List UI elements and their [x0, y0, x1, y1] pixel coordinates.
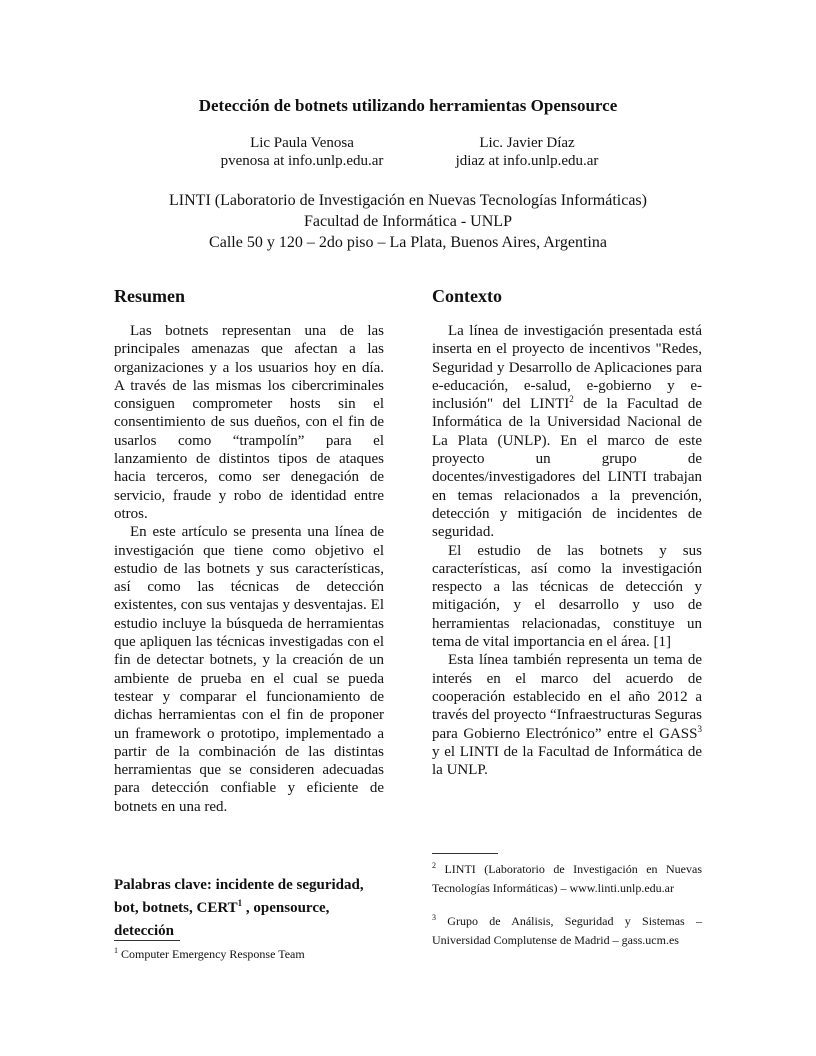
footnote-divider — [114, 940, 180, 941]
author-block-diaz — [432, 134, 622, 170]
resumen-paragraph: En este artículo se presenta una línea de investigación que tiene como objetivo el estudio de las botnets y sus características, así como las técnicas de detección existentes, con sus ventajas y desventajas. El estudio incluye la búsqueda de herramientas que apliquen las técnicas investigadas con el fin de detectar botnets, y la creación de un ambiente de prueba en el cual se pueda testear y comparar el funcionamiento de dichas herramientas con el fin de proponer un framework o prototipo, implementado a partir de la combinación de las distintas herramientas que se consideren adecuadas para detección confiable y eficiente de botnets en una red. — [114, 524, 384, 815]
affiliation-line: LINTI (Laboratorio de Investigación en Nuevas Tecnologías Informáticas) — [169, 192, 647, 209]
contexto-paragraph: El estudio de las botnets y sus características, así como la investigación respecto a las técnicas de detección y mitigación, y el desarrollo y uso de herramientas relacionadas, constituye un tema de vital importancia en el área. [1] — [432, 542, 702, 651]
author-email: jdiaz at info.unlp.edu.ar — [455, 153, 599, 169]
footnote-marker: 1 — [237, 898, 243, 908]
keywords-text: , opensource, detección — [114, 900, 330, 939]
affiliation-block — [0, 190, 816, 253]
contexto-paragraph — [432, 651, 702, 779]
contexto-text: de la Facultad de Informática de la Universidad Nacional de La Plata (UNLP). En el marco de este proyecto un grupo de docentes/investigadores del LINTI trabajan en temas relacionados a la prevención, detección y mitigación de incidentes de seguridad. — [432, 396, 702, 541]
author-name: Lic. Javier Díaz — [479, 135, 575, 151]
contexto-text: La línea de investigación presentada está inserta en el proyecto de incentivos "Redes, Seguridad y Desarrollo de Aplicaciones para e-educación, e-salud, e-gobierno y e-inclusión" del LINTI — [432, 323, 702, 413]
affiliation-line: Calle 50 y 120 – 2do piso – La Plata, Buenos Aires, Argentina — [209, 234, 607, 251]
keywords — [114, 874, 384, 943]
resumen-column — [114, 286, 384, 816]
affiliation-line: Facultad de Informática - UNLP — [304, 213, 512, 230]
footnote-text: Grupo de Análisis, Seguridad y Sistemas – Universidad Complutense de Madrid – gass.ucm.es — [432, 914, 702, 947]
author-block-venosa — [196, 134, 408, 170]
footnote-3 — [432, 912, 702, 949]
footnote-marker: 3 — [697, 723, 702, 734]
footnote-marker: 2 — [569, 394, 574, 405]
author-name: Lic Paula Venosa — [250, 135, 354, 151]
footnote-divider — [432, 853, 498, 854]
paper-title: Detección de botnets utilizando herramientas Opensource — [198, 96, 618, 115]
contexto-column — [432, 286, 702, 779]
footnote-text: LINTI (Laboratorio de Investigación en Nuevas Tecnologías Informáticas) – www.linti.unlp.edu.ar — [432, 862, 702, 895]
footnote-1 — [114, 945, 384, 964]
resumen-paragraph: Las botnets representan una de las principales amenazas que afectan a las organizaciones y a los usuarios hoy en día. A través de las mismas los cibercriminales consiguen comprometer hosts sin el consentimiento de sus dueños, con el fin de usarlos como “trampolín” para el lanzamiento de distintos tipos de ataques hacia terceros, como ser denegación de servicio, fraude y robo de identidad entre otros. — [114, 323, 384, 522]
contexto-text: Esta línea también representa un tema de interés en el marco del acuerdo de cooperación establecido en el año 2012 a través del proyecto “Infraestructuras Seguras para Gobierno Electrónico” entre el GASS — [432, 652, 702, 742]
footnote-marker: 3 — [432, 913, 436, 922]
footnote-marker: 2 — [432, 861, 436, 870]
resumen-heading: Resumen — [114, 286, 185, 306]
footnote-marker: 1 — [114, 946, 118, 955]
footnote-2 — [432, 860, 702, 897]
contexto-heading: Contexto — [432, 286, 502, 306]
author-email: pvenosa at info.unlp.edu.ar — [220, 153, 384, 169]
keywords-text: Palabras clave: incidente de seguridad, bot, botnets, CERT — [114, 877, 364, 916]
contexto-paragraph — [432, 322, 702, 542]
footnote-text: Computer Emergency Response Team — [118, 947, 305, 961]
contexto-text: y el LINTI de la Facultad de Informática de la UNLP. — [432, 743, 702, 779]
